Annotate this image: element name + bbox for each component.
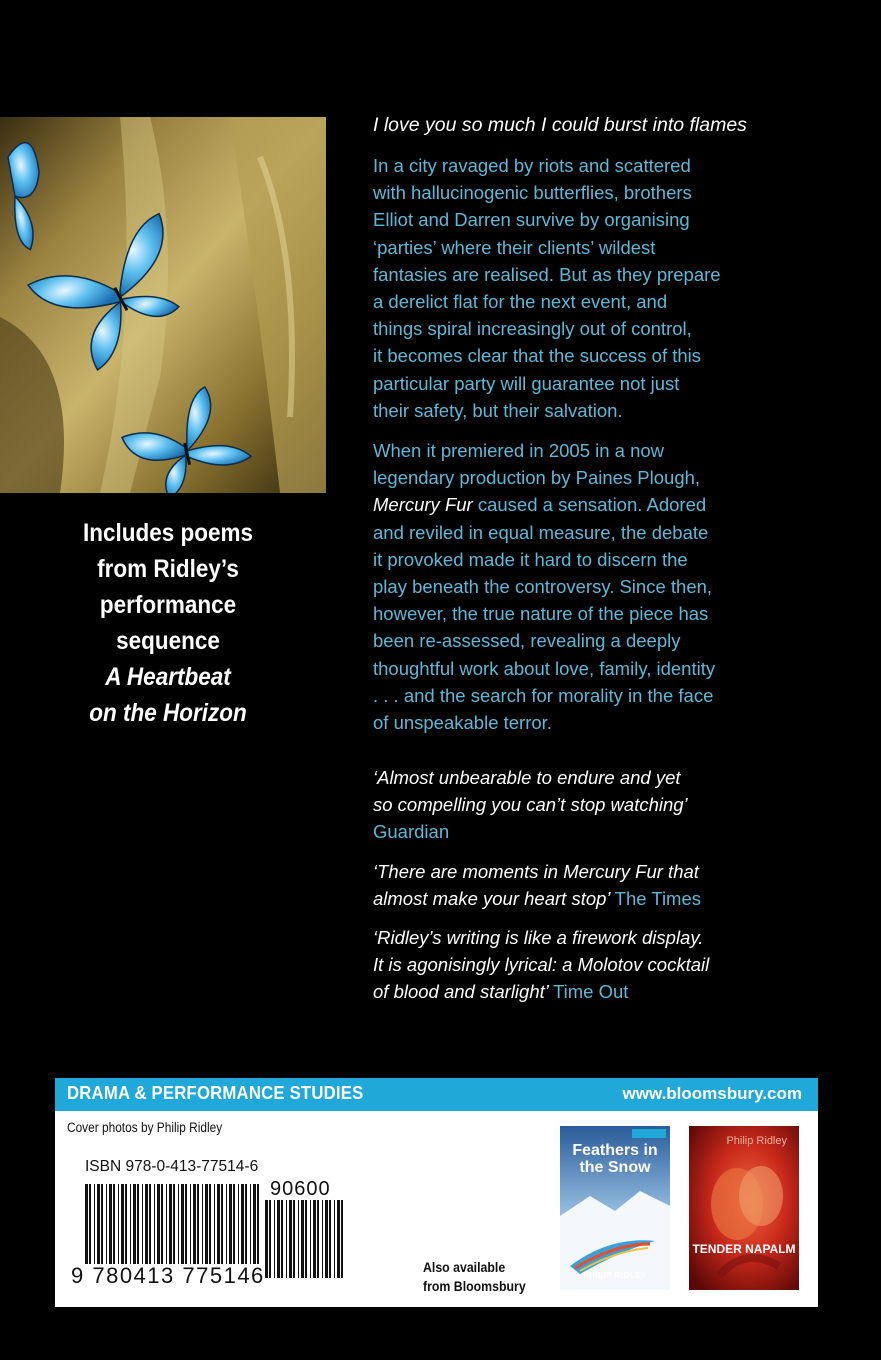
- quote-source: Time Out: [553, 981, 629, 1002]
- poems-blurb: [53, 515, 283, 731]
- text-line: and reviled in equal measure, the debate: [373, 521, 709, 543]
- quote-line: of blood and starlight’: [373, 981, 548, 1002]
- text-line: legendary production by Paines Plough,: [373, 467, 701, 489]
- text-line: . . . and the search for morality in the face: [373, 684, 714, 706]
- quote-line: so compelling you can’t stop watching’: [373, 794, 688, 815]
- text-line: Elliot and Darren survive by organising: [373, 209, 690, 231]
- text-line: When it premiered in 2005 in a now: [373, 440, 665, 462]
- text-line: things spiral increasingly out of control,: [373, 318, 692, 340]
- isbn-label: ISBN 978-0-413-77514-6: [85, 1158, 259, 1175]
- text-line: it provoked made it hard to discern the: [373, 548, 688, 570]
- text-fragment: caused a sensation. Adored: [472, 494, 707, 516]
- quote-line: ‘There are moments in Mercury Fur that: [373, 861, 699, 882]
- blurb-line: performance: [99, 591, 237, 619]
- category-label: DRAMA & PERFORMANCE STUDIES: [67, 1083, 364, 1103]
- book-author: Philip Ridley: [726, 1135, 787, 1147]
- also-line: from Bloomsbury: [423, 1278, 526, 1294]
- text-line: their safety, but their salvation.: [373, 399, 623, 421]
- text-line: particular party will guarantee not just: [373, 372, 680, 394]
- history-paragraph: [373, 437, 773, 736]
- blurb-title-line: A Heartbeat: [105, 663, 231, 691]
- also-available-label: [423, 1258, 526, 1296]
- book-cover-tender-napalm[interactable]: [689, 1126, 799, 1290]
- text-line: been re-assessed, revealing a deeply: [373, 630, 681, 652]
- quote-line: It is agonisingly lyrical: a Molotov cocktail: [373, 954, 710, 975]
- quote-source: The Times: [614, 888, 701, 909]
- text-line: a derelict flat for the next event, and: [373, 291, 668, 313]
- text-line: with hallucinogenic butterflies, brothers: [373, 182, 692, 204]
- text-line: of unspeakable terror.: [373, 712, 552, 734]
- tagline: I love you so much I could burst into flames: [373, 114, 747, 136]
- review-quote: [373, 924, 709, 1005]
- review-quote: [373, 858, 701, 912]
- category-band: [55, 1078, 818, 1111]
- text-line: In a city ravaged by riots and scattered: [373, 155, 691, 176]
- quote-line: ‘Almost unbearable to endure and yet: [373, 767, 681, 788]
- blurb-line: from Ridley’s: [97, 555, 239, 583]
- text-line: [373, 491, 773, 518]
- quote-line-with-source: [373, 885, 701, 912]
- text-line: however, the true nature of the piece has: [373, 603, 709, 625]
- blurb-line: sequence: [116, 627, 220, 655]
- quote-source: Guardian: [373, 821, 450, 842]
- book-title: Feathers in the Snow: [572, 1142, 658, 1176]
- addon-barcode: [265, 1200, 345, 1278]
- book-title: TENDER NAPALM: [692, 1242, 796, 1256]
- tender-napalm-cover-art: [689, 1126, 799, 1290]
- play-title: Mercury Fur: [373, 494, 473, 516]
- text-line: play beneath the controversy. Since then,: [373, 576, 713, 598]
- text-line: ‘parties’ where their clients’ wildest: [373, 236, 656, 258]
- blurb-line: Includes poems: [82, 519, 254, 547]
- photo-credit: Cover photos by Philip Ridley: [67, 1120, 223, 1135]
- book-author: PHILIP RIDLEY: [583, 1271, 647, 1280]
- cover-photo: [0, 117, 326, 493]
- description-column: [373, 112, 773, 1002]
- barcode-number: 9 780413 775146: [71, 1263, 265, 1288]
- review-quote: [373, 764, 688, 845]
- synopsis-paragraph: [373, 152, 773, 424]
- also-line: Also available: [423, 1259, 506, 1275]
- text-line: fantasies are realised. But as they prepare: [373, 263, 721, 285]
- butterfly-photo: [0, 117, 326, 493]
- quote-line: almost make your heart stop’: [373, 888, 610, 909]
- book-cover-feathers[interactable]: [560, 1126, 670, 1290]
- quote-line-with-source: [373, 978, 709, 1005]
- text-line: it becomes clear that the success of this: [373, 345, 702, 367]
- addon-number: 90600: [270, 1178, 331, 1200]
- publisher-website-link[interactable]: www.bloomsbury.com: [622, 1084, 802, 1103]
- quote-line: ‘Ridley’s writing is like a firework display.: [373, 927, 704, 948]
- publisher-panel: [55, 1078, 818, 1307]
- text-line: thoughtful work about love, family, identity: [373, 657, 716, 679]
- blurb-title-line: on the Horizon: [89, 699, 247, 727]
